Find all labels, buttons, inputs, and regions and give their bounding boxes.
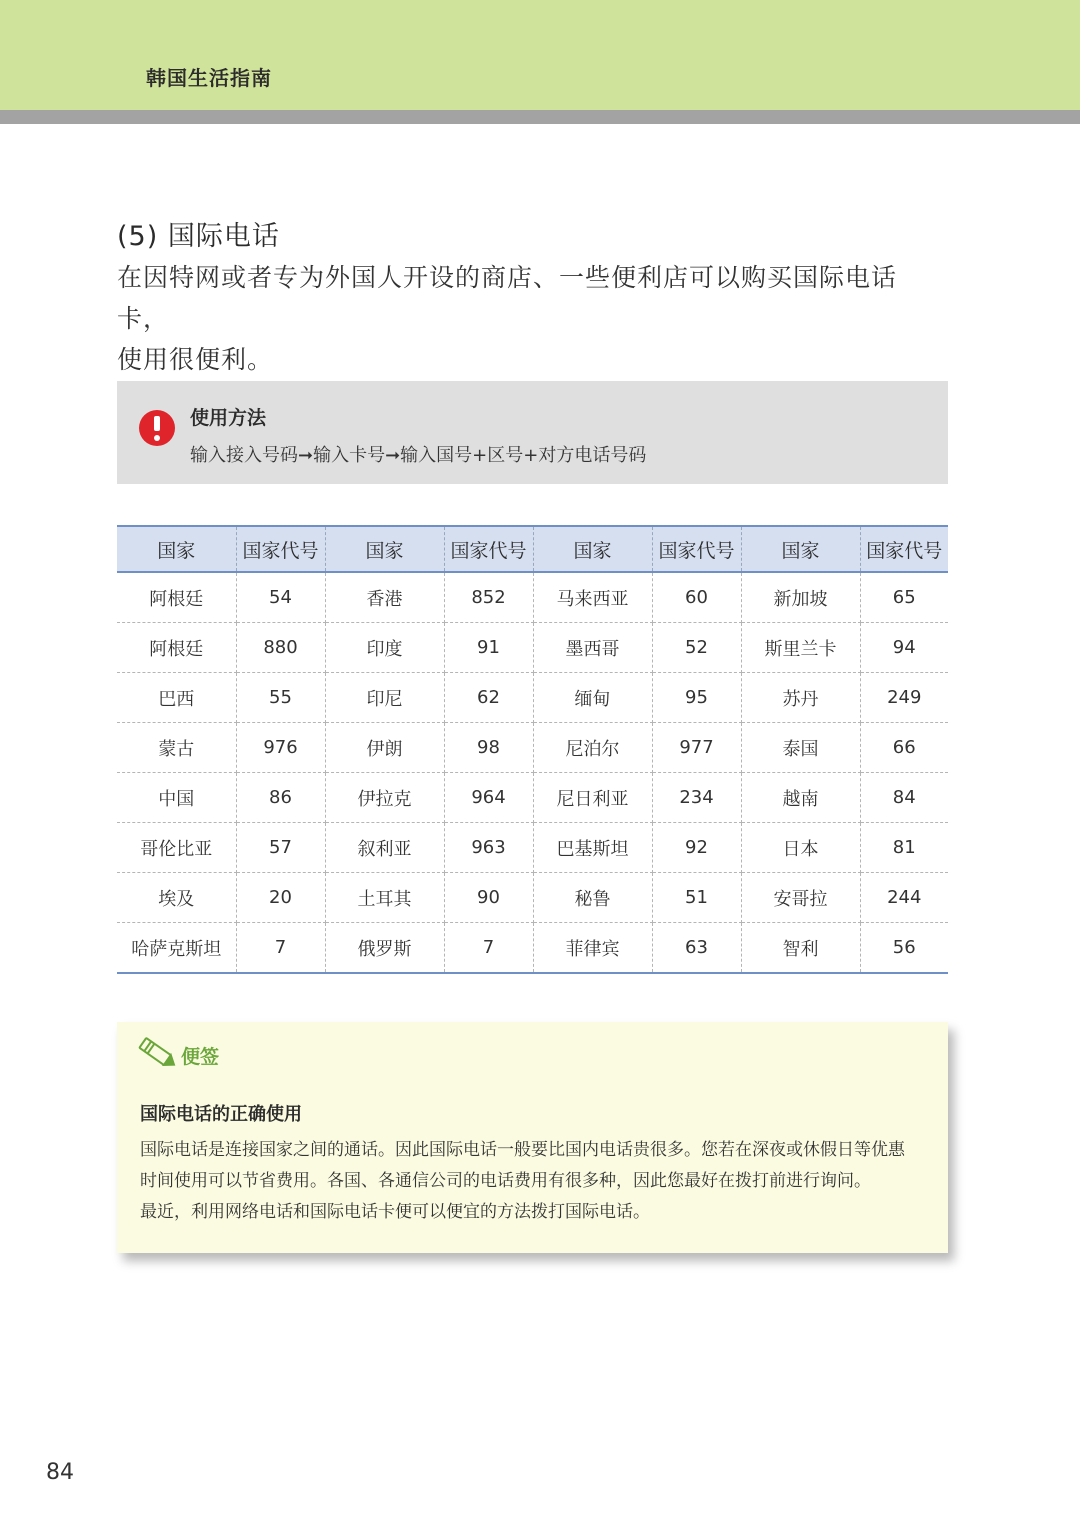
table-row (117, 673, 948, 723)
country-name-cell: 哥伦比亚 (117, 823, 236, 873)
country-code-cell: 66 (860, 723, 948, 773)
table-header (117, 526, 948, 572)
country-code-cell: 84 (860, 773, 948, 823)
country-name-cell: 叙利亚 (325, 823, 444, 873)
country-name-cell: 哈萨克斯坦 (117, 923, 236, 974)
country-code-cell: 20 (236, 873, 325, 923)
country-code-cell: 963 (444, 823, 533, 873)
country-code-cell: 62 (444, 673, 533, 723)
country-code-cell: 52 (652, 623, 741, 673)
country-name-cell: 菲律宾 (533, 923, 652, 974)
country-name-cell: 缅甸 (533, 673, 652, 723)
country-name-cell: 秘鲁 (533, 873, 652, 923)
country-code-cell: 51 (652, 873, 741, 923)
country-code-cell: 91 (444, 623, 533, 673)
country-code-cell: 63 (652, 923, 741, 974)
table-row (117, 623, 948, 673)
memo-line: 时间使用可以节省费用。各国、各通信公司的电话费用有很多种，因此您最好在拨打前进行询问。 (140, 1171, 871, 1191)
memo-line: 最近，利用网络电话和国际电话卡便可以便宜的方法拨打国际电话。 (140, 1202, 650, 1222)
pencil-icon (133, 1034, 181, 1074)
country-name-cell: 中国 (117, 773, 236, 823)
table-header-row (117, 526, 948, 572)
memo-body (140, 1135, 940, 1228)
country-name-cell: 阿根廷 (117, 572, 236, 623)
country-code-cell: 57 (236, 823, 325, 873)
intro-paragraph (117, 257, 947, 380)
country-code-cell: 90 (444, 873, 533, 923)
country-code-cell: 7 (236, 923, 325, 974)
country-name-cell: 阿根廷 (117, 623, 236, 673)
country-code-cell: 880 (236, 623, 325, 673)
table-row (117, 773, 948, 823)
country-name-cell: 墨西哥 (533, 623, 652, 673)
country-code-cell: 94 (860, 623, 948, 673)
country-code-cell: 95 (652, 673, 741, 723)
country-name-cell: 苏丹 (741, 673, 860, 723)
country-code-cell: 65 (860, 572, 948, 623)
table-row (117, 572, 948, 623)
country-name-cell: 伊朗 (325, 723, 444, 773)
country-name-cell: 土耳其 (325, 873, 444, 923)
page-number: 84 (46, 1460, 74, 1485)
country-code-cell: 244 (860, 873, 948, 923)
column-header-code: 国家代号 (444, 526, 533, 572)
country-code-cell: 55 (236, 673, 325, 723)
memo-line: 国际电话是连接国家之间的通话。因此国际电话一般要比国内电话贵很多。您若在深夜或休假日等优惠 (140, 1140, 905, 1160)
country-name-cell: 越南 (741, 773, 860, 823)
table-row (117, 923, 948, 974)
country-name-cell: 蒙古 (117, 723, 236, 773)
country-name-cell: 马来西亚 (533, 572, 652, 623)
country-code-cell: 54 (236, 572, 325, 623)
country-code-table (117, 525, 948, 974)
country-code-cell: 92 (652, 823, 741, 873)
country-name-cell: 泰国 (741, 723, 860, 773)
usage-steps: 输入接入号码➞输入卡号➞输入国号+区号+对方电话号码 (190, 445, 647, 466)
country-code-cell: 98 (444, 723, 533, 773)
section-heading: (5) 国际电话 (117, 221, 280, 252)
country-name-cell: 印度 (325, 623, 444, 673)
country-code-cell: 86 (236, 773, 325, 823)
country-name-cell: 巴基斯坦 (533, 823, 652, 873)
header-band (0, 0, 1080, 110)
country-code-cell: 7 (444, 923, 533, 974)
column-header-country: 国家 (533, 526, 652, 572)
usage-box (117, 381, 948, 484)
column-header-country: 国家 (117, 526, 236, 572)
country-code-cell: 60 (652, 572, 741, 623)
column-header-country: 国家 (741, 526, 860, 572)
country-code-cell: 56 (892, 937, 916, 958)
country-name-cell: 斯里兰卡 (741, 623, 860, 673)
memo-box (117, 1022, 948, 1253)
country-code-cell: 964 (444, 773, 533, 823)
table-row (117, 823, 948, 873)
intro-line: 使用很便利。 (117, 345, 274, 374)
table-row (117, 873, 948, 923)
column-header-code: 国家代号 (860, 526, 948, 572)
country-name-cell: 尼泊尔 (533, 723, 652, 773)
table-row (117, 723, 948, 773)
table-body (117, 572, 948, 973)
header-rule (0, 110, 1080, 124)
exclamation-icon (139, 410, 175, 446)
header-title: 韩国生活指南 (146, 66, 272, 90)
country-name-cell: 香港 (325, 572, 444, 623)
country-name-cell: 日本 (741, 823, 860, 873)
country-name-cell: 印尼 (325, 673, 444, 723)
intro-line: 在因特网或者专为外国人开设的商店、一些便利店可以购买国际电话卡， (117, 263, 898, 333)
country-code-cell: 249 (860, 673, 948, 723)
country-name-cell: 俄罗斯 (325, 923, 444, 974)
country-code-cell: 852 (444, 572, 533, 623)
country-name-cell: 智利 (741, 923, 860, 974)
country-code-cell: 81 (860, 823, 948, 873)
usage-title: 使用方法 (190, 407, 267, 429)
country-name-cell: 埃及 (117, 873, 236, 923)
country-name-cell: 安哥拉 (741, 873, 860, 923)
country-code-cell: 234 (652, 773, 741, 823)
memo-title: 国际电话的正确使用 (140, 1104, 302, 1125)
country-name-cell: 新加坡 (741, 572, 860, 623)
column-header-code: 国家代号 (236, 526, 325, 572)
country-name-cell: 巴西 (117, 673, 236, 723)
column-header-country: 国家 (325, 526, 444, 572)
country-name-cell: 伊拉克 (325, 773, 444, 823)
country-code-cell: 976 (236, 723, 325, 773)
column-header-code: 国家代号 (652, 526, 741, 572)
country-name-cell: 尼日利亚 (533, 773, 652, 823)
country-code-cell: 977 (652, 723, 741, 773)
memo-label: 便签 (181, 1046, 220, 1068)
